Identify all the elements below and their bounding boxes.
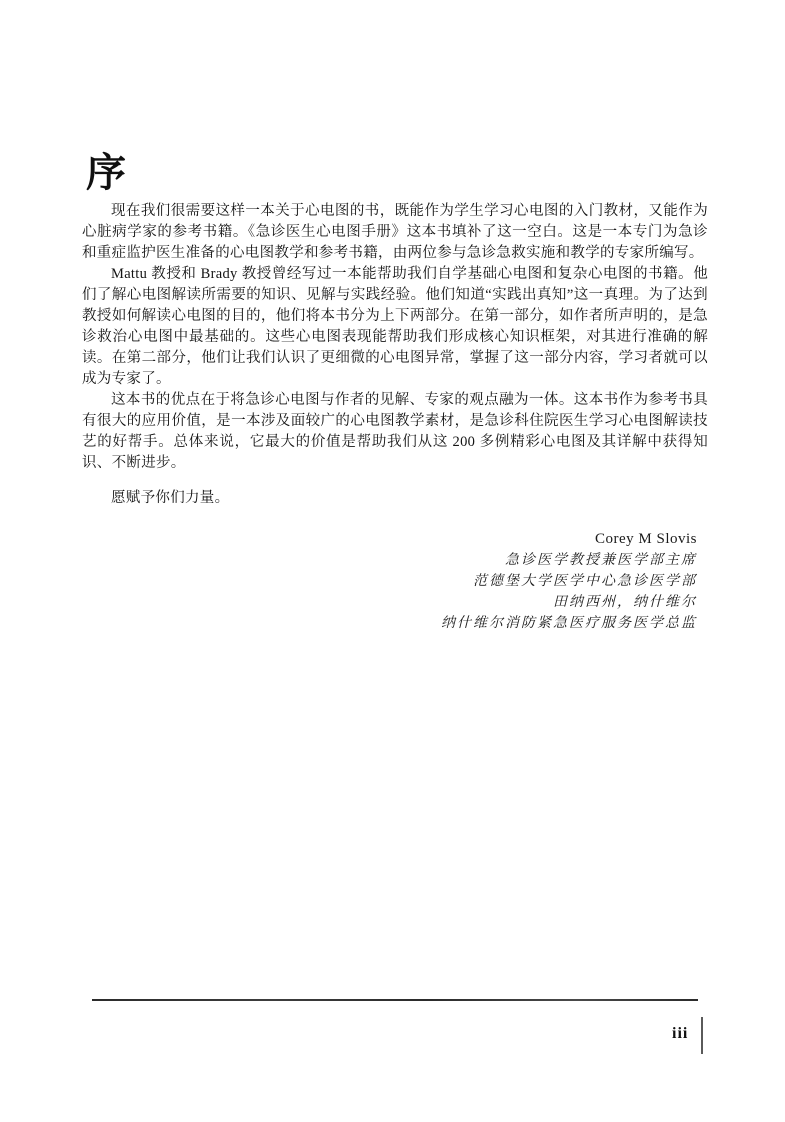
paragraph-3: 这本书的优点在于将急诊心电图与作者的见解、专家的观点融为一体。这本书作为参考书具有很大的应用价值，是一本涉及面较广的心电图教学素材，是急诊科住院医生学习心电图解读技艺的好帮手。总体来说，它最大的价值是帮助我们从这 200 多例精彩心电图及其详解中获得知识、不断进步。: [82, 392, 708, 471]
paragraph-1: 现在我们很需要这样一本关于心电图的书，既能作为学生学习心电图的入门教材，又能作为心脏病学家的参考书籍。《急诊医生心电图手册》这本书填补了这一空白。这是一本专门为急诊和重症监护医生准备的心电图教学和参考书籍，由两位参与急诊急救实施和教学的专家所编写。: [82, 203, 708, 261]
page-title: 序: [86, 150, 128, 195]
paragraph-2: Mattu 教授和 Brady 教授曾经写过一本能帮助我们自学基础心电图和复杂心电图的书籍。他们了解心电图解读所需要的知识、见解与实践经验。他们知道“实践出真知”这一真理。为了达到教授如何解读心电图的目的，他们将本书分为上下两部分。在第一部分，如作者所声明的，是急诊救治心电图中最基础的。这些心电图表现能帮助我们形成核心知识框架，对其进行准确的解读。在第二部分，他们让我们认识了更细微的心电图异常，掌握了这一部分内容，学习者就可以成为专家了。: [82, 266, 708, 387]
footer-divider: [92, 999, 698, 1001]
preface-body: [82, 201, 708, 509]
signature-title-4: 纳什维尔消防紧急医疗服务医学总监: [441, 616, 697, 631]
signature-block: [441, 529, 697, 634]
signature-title-2: 范德堡大学医学中心急诊医学部: [473, 574, 697, 589]
signature-title-3: 田纳西州，纳什维尔: [553, 595, 697, 610]
page-edge-mark: [701, 1017, 703, 1054]
signature-name: Corey M Slovis: [594, 531, 697, 547]
closing-line: 愿赋予你们力量。: [111, 490, 230, 506]
page-number: iii: [672, 1025, 689, 1042]
signature-title-1: 急诊医学教授兼医学部主席: [505, 553, 697, 568]
